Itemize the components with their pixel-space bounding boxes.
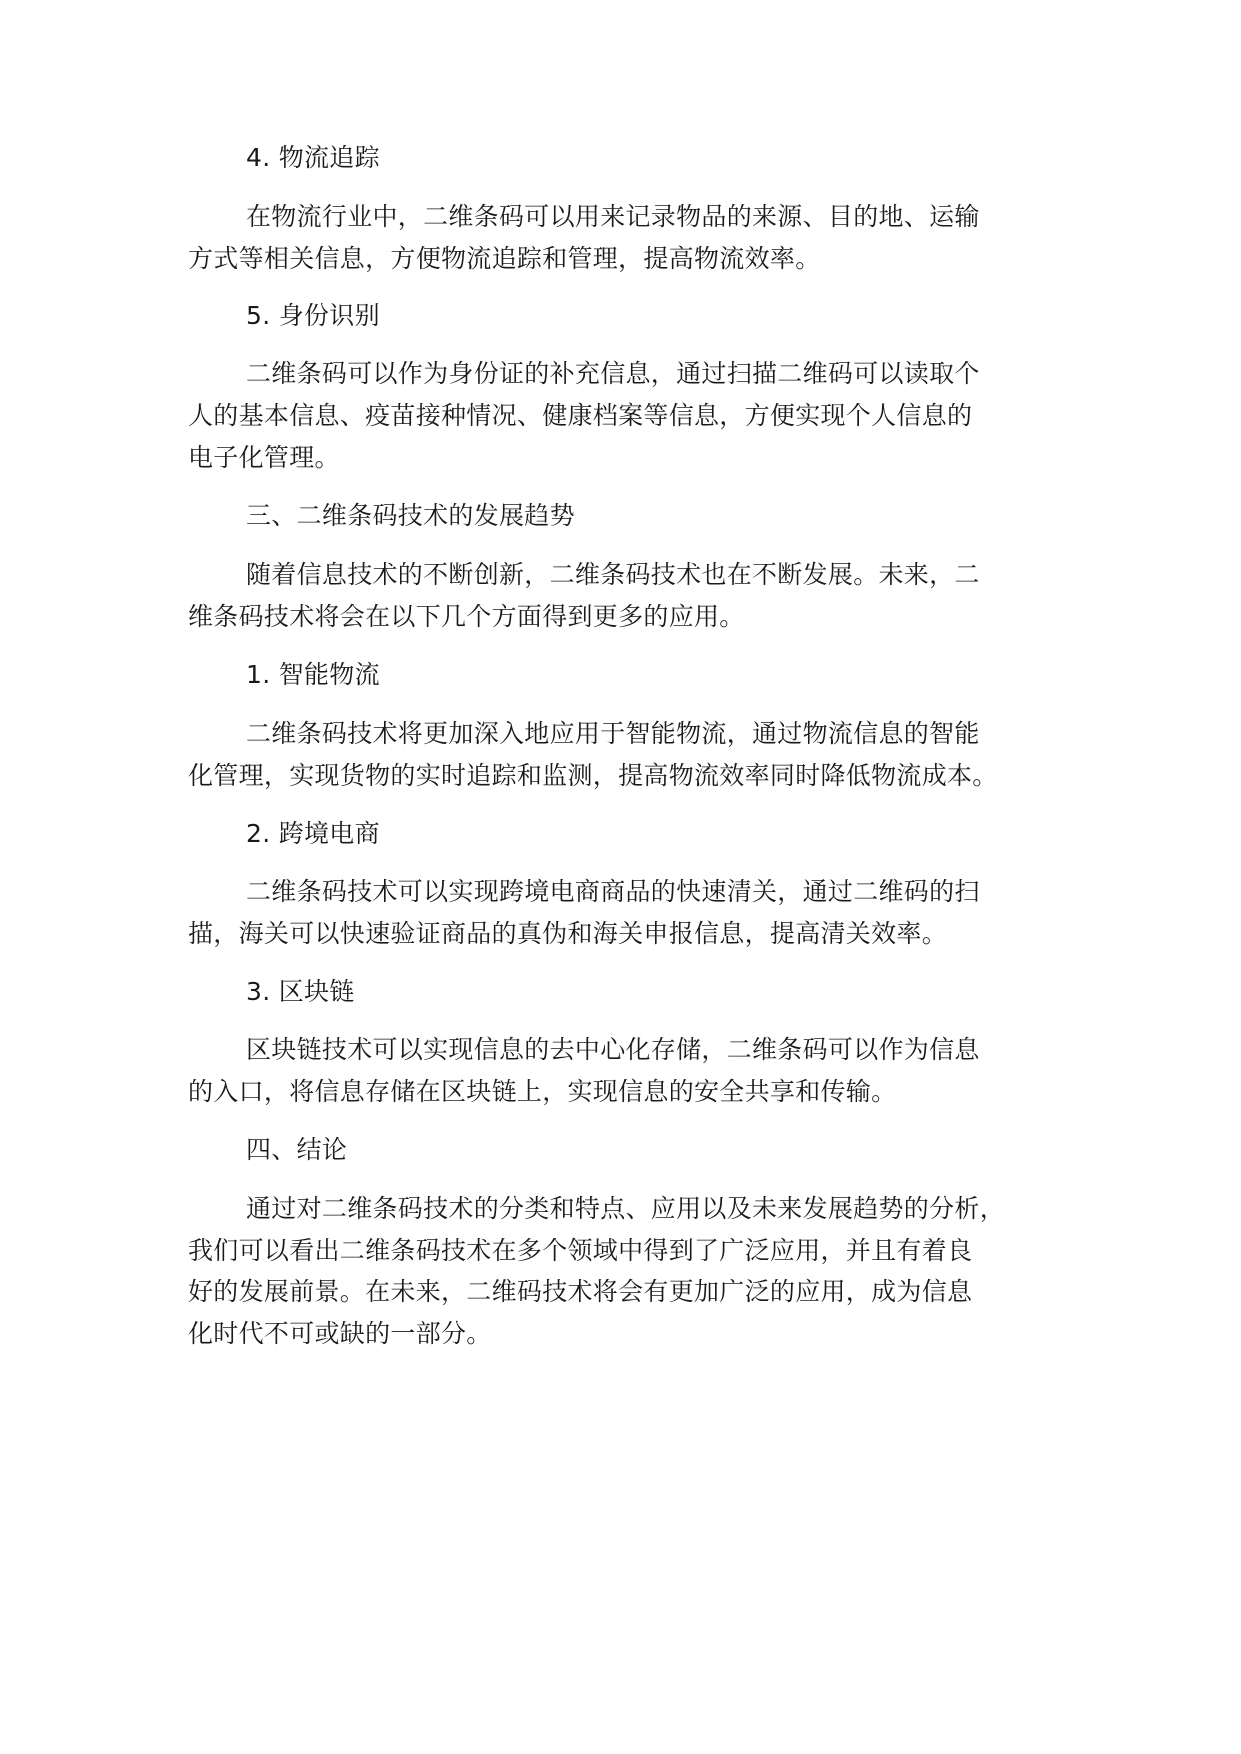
paragraph-line: 区块链技术可以实现信息的去中心化存储，二维条码可以作为信息 [246,1035,980,1064]
heading-blockchain: 3. 区块链 [246,977,355,1006]
paragraph-line: 二维条码技术将更加深入地应用于智能物流，通过物流信息的智能 [246,719,980,748]
heading-cross-border-ecommerce: 2. 跨境电商 [246,819,380,848]
paragraph-line: 通过对二维条码技术的分类和特点、应用以及未来发展趋势的分析， [246,1194,1006,1223]
paragraph-line: 维条码技术将会在以下几个方面得到更多的应用。 [188,602,745,631]
paragraph-line: 描，海关可以快速验证商品的真伪和海关申报信息，提高清关效率。 [188,919,948,948]
paragraph-line: 随着信息技术的不断创新，二维条码技术也在不断发展。未来，二 [246,560,980,589]
heading-identity-recognition: 5. 身份识别 [246,301,380,330]
heading-smart-logistics: 1. 智能物流 [246,660,380,689]
paragraph-line: 的入口，将信息存储在区块链上，实现信息的安全共享和传输。 [188,1077,897,1106]
paragraph-line: 二维条码可以作为身份证的补充信息，通过扫描二维码可以读取个 [246,359,980,388]
paragraph-line: 在物流行业中，二维条码可以用来记录物品的来源、目的地、运输 [246,202,980,231]
section-heading-trends: 三、二维条码技术的发展趋势 [246,501,575,530]
paragraph-line: 好的发展前景。在未来，二维码技术将会有更加广泛的应用，成为信息 [188,1277,973,1306]
paragraph-line: 二维条码技术可以实现跨境电商商品的快速清关，通过二维码的扫 [246,877,980,906]
paragraph-line: 方式等相关信息，方便物流追踪和管理，提高物流效率。 [188,244,821,273]
paragraph-line: 电子化管理。 [188,443,340,472]
heading-logistics-tracking: 4. 物流追踪 [246,143,380,172]
paragraph-line: 化管理，实现货物的实时追踪和监测，提高物流效率同时降低物流成本。 [188,761,998,790]
paragraph-line: 我们可以看出二维条码技术在多个领域中得到了广泛应用，并且有着良 [188,1236,973,1265]
section-heading-conclusion: 四、结论 [246,1135,348,1164]
paragraph-line: 人的基本信息、疫苗接种情况、健康档案等信息，方便实现个人信息的 [188,401,973,430]
paragraph-line: 化时代不可或缺的一部分。 [188,1319,492,1348]
